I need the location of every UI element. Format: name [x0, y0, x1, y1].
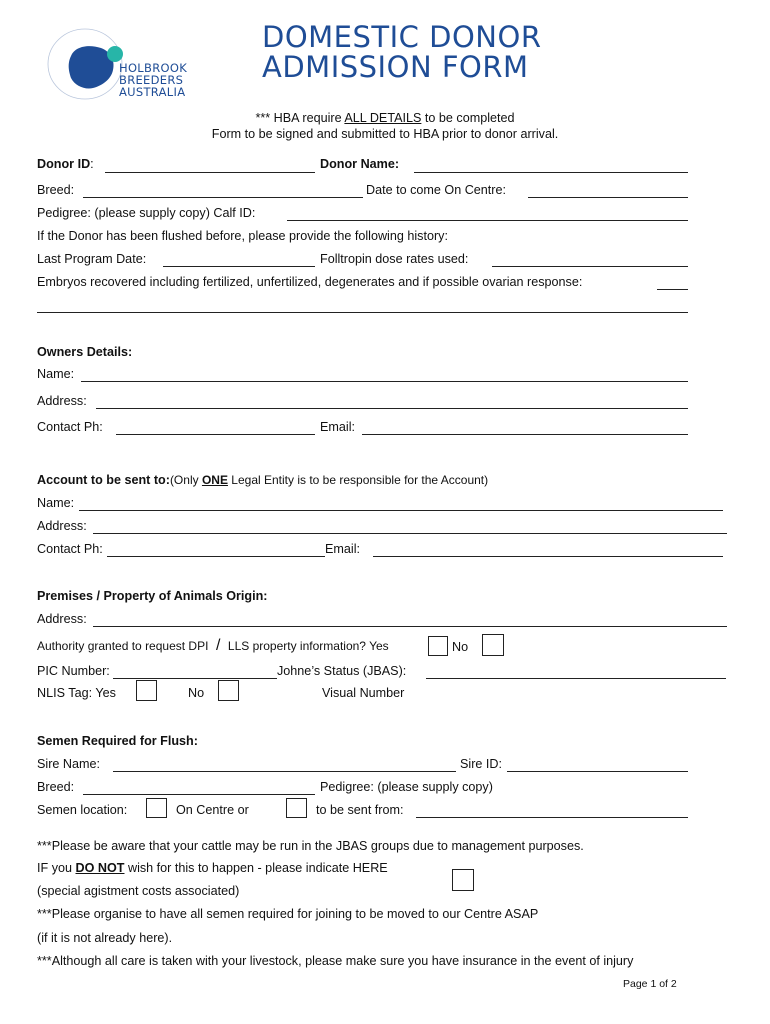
account-address-label: Address: — [37, 519, 87, 533]
sire-name-label: Sire Name: — [37, 757, 100, 771]
account-note-suffix: Legal Entity is to be responsible for the Account) — [227, 473, 489, 487]
form-title-line-1: DOMESTIC DONOR — [262, 20, 542, 54]
semen-breed-field[interactable] — [83, 794, 315, 795]
semen-breed-label: Breed: — [37, 780, 75, 794]
account-email-field[interactable] — [373, 556, 723, 557]
account-name-field[interactable] — [79, 510, 723, 511]
sire-name-field[interactable] — [113, 771, 456, 772]
page-number: Page 1 of 2 — [623, 978, 677, 990]
pedigree-calf-id-label: Pedigree: (please supply copy) Calf ID: — [37, 206, 256, 220]
owner-email-field[interactable] — [362, 434, 688, 435]
owner-phone-field[interactable] — [116, 434, 315, 435]
pic-number-label: PIC Number: — [37, 664, 110, 678]
donor-name-label: Donor Name: — [320, 157, 400, 171]
premises-address-field[interactable] — [93, 626, 727, 627]
logo-mark — [45, 26, 125, 102]
breed-field[interactable] — [83, 197, 363, 198]
account-note-emphasis: ONE — [201, 473, 228, 487]
form-title — [262, 22, 541, 82]
note-not-already-here: (if it is not already here). — [37, 931, 173, 945]
sire-id-field[interactable] — [507, 771, 688, 772]
last-program-date-label: Last Program Date: — [37, 252, 147, 266]
account-note-prefix: (Only — [169, 473, 202, 487]
note-semen-move: ***Please organise to have all semen required for joining to be moved to our Centre ASAP — [37, 907, 539, 921]
last-program-date-field[interactable] — [163, 266, 315, 267]
logo — [45, 26, 195, 102]
account-heading — [37, 473, 488, 487]
owner-name-label: Name: — [37, 367, 75, 381]
embryos-field[interactable] — [657, 289, 688, 290]
note-insurance: ***Although all care is taken with your livestock, please make sure you have insurance in the event of injury — [37, 954, 634, 968]
embryos-label: Embryos recovered including fertilized, unfertilized, degenerates and if possible ovarian response: — [37, 275, 583, 289]
note-jbas: ***Please be aware that your cattle may be run in the JBAS groups due to management purposes. — [37, 839, 584, 853]
nlis-no-checkbox[interactable] — [218, 680, 239, 701]
pic-number-field[interactable] — [113, 678, 277, 679]
notice-suffix: to be completed — [421, 111, 515, 125]
owner-email-label: Email: — [320, 420, 355, 434]
logo-line-3: AUSTRALIA — [119, 85, 186, 99]
flush-history-note: If the Donor has been flushed before, please provide the following history: — [37, 229, 448, 243]
premises-heading: Premises / Property of Animals Origin: — [37, 589, 268, 603]
donor-name-field[interactable] — [414, 172, 688, 173]
account-phone-label: Contact Ph: — [37, 542, 103, 556]
account-address-field[interactable] — [93, 533, 727, 534]
johnes-status-label: Johne’s Status (JBAS): — [277, 664, 407, 678]
nlis-tag-label: NLIS Tag: Yes — [37, 686, 116, 700]
sire-id-label: Sire ID: — [460, 757, 502, 771]
notice-line-1 — [0, 111, 770, 125]
authority-label-a: Authority granted to request DPI — [37, 639, 209, 653]
note-do-not-prefix: IF you — [37, 861, 76, 875]
authority-label-b: LLS property information? Yes — [227, 639, 389, 653]
to-be-sent-field[interactable] — [416, 817, 688, 818]
account-name-label: Name: — [37, 496, 75, 510]
donor-id-colon: : — [90, 157, 94, 171]
johnes-status-field[interactable] — [426, 678, 726, 679]
premises-address-label: Address: — [37, 612, 87, 626]
authority-no-checkbox[interactable] — [482, 634, 504, 656]
date-on-centre-field[interactable] — [528, 197, 688, 198]
account-email-label: Email: — [325, 542, 360, 556]
donor-id-label — [37, 157, 94, 171]
nlis-no-label: No — [188, 686, 205, 700]
semen-pedigree-label: Pedigree: (please supply copy) — [320, 780, 493, 794]
account-phone-field[interactable] — [107, 556, 325, 557]
authority-no-label: No — [452, 640, 469, 654]
breed-label: Breed: — [37, 183, 75, 197]
date-on-centre-label: Date to come On Centre: — [366, 183, 506, 197]
nlis-yes-checkbox[interactable] — [136, 680, 157, 701]
note-do-not-emphasis: DO NOT — [75, 861, 125, 875]
authority-slash: / — [215, 637, 221, 654]
owner-address-label: Address: — [37, 394, 87, 408]
do-not-run-checkbox[interactable] — [452, 869, 474, 891]
logo-line-1: HOLBROOK — [119, 61, 188, 75]
on-centre-label: On Centre or — [176, 803, 249, 817]
notice-emphasis: ALL DETAILS — [344, 111, 422, 125]
owner-phone-label: Contact Ph: — [37, 420, 103, 434]
authority-yes-checkbox[interactable] — [428, 636, 448, 656]
on-centre-checkbox[interactable] — [146, 798, 167, 818]
semen-heading: Semen Required for Flush: — [37, 734, 198, 748]
embryos-field-continued[interactable] — [37, 312, 688, 313]
owners-heading: Owners Details: — [37, 345, 133, 359]
to-be-sent-checkbox[interactable] — [286, 798, 307, 818]
note-do-not — [37, 861, 388, 875]
note-agistment: (special agistment costs associated) — [37, 884, 240, 898]
account-heading-text: Account to be sent to: — [37, 473, 170, 487]
owner-address-field[interactable] — [96, 408, 688, 409]
owner-name-field[interactable] — [81, 381, 688, 382]
donor-id-label-text: Donor ID — [37, 157, 91, 171]
folltropin-label: Folltropin dose rates used: — [320, 252, 469, 266]
note-do-not-suffix: wish for this to happen - please indicate HERE — [124, 861, 388, 875]
form-title-line-2: ADMISSION FORM — [262, 50, 529, 84]
semen-location-label: Semen location: — [37, 803, 128, 817]
calf-id-field[interactable] — [287, 220, 688, 221]
authority-label — [37, 637, 389, 655]
notice-prefix: *** HBA require — [255, 111, 345, 125]
donor-id-field[interactable] — [105, 172, 315, 173]
to-be-sent-label: to be sent from: — [316, 803, 404, 817]
logo-line-2: BREEDERS — [119, 73, 184, 87]
visual-number-label: Visual Number — [322, 686, 405, 700]
notice-line-2: Form to be signed and submitted to HBA prior to donor arrival. — [211, 127, 559, 141]
folltropin-field[interactable] — [492, 266, 688, 267]
